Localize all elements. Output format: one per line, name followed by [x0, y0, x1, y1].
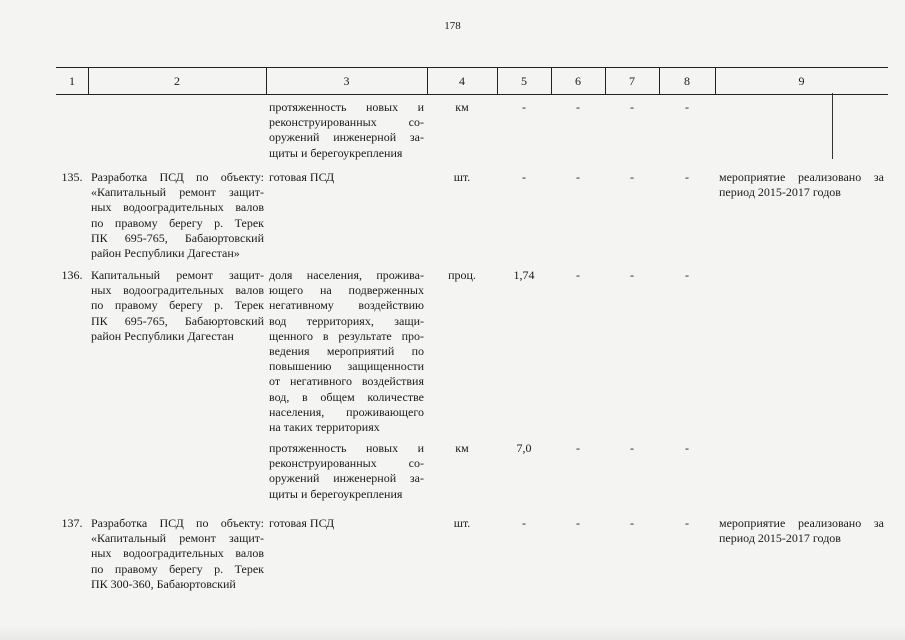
value-col-7: - [630, 170, 634, 184]
value-col-6: - [576, 268, 580, 282]
indicator-line: вод территориях, защи- [269, 313, 424, 328]
object-name-line: «Капитальный ремонт защит- [91, 185, 264, 200]
value-col-5: - [522, 100, 526, 114]
header-col-1: 1 [69, 74, 75, 88]
object-name-line: район Республики Дагестан [91, 328, 234, 343]
value-col-6: - [576, 441, 580, 455]
value-col-5: - [522, 516, 526, 530]
indicator-line: от негативного воздействия [269, 374, 424, 389]
header-col-5: 5 [521, 74, 527, 88]
header-col-3: 3 [343, 74, 350, 88]
indicator-line: реконструированных со- [269, 456, 424, 471]
header-col-7: 7 [629, 74, 635, 88]
indicator-line: оружений инженерной за- [269, 471, 424, 486]
unit-cell: шт. [453, 170, 471, 184]
header-col-8: 8 [684, 74, 690, 88]
unit-cell: шт. [453, 516, 471, 530]
value-col-6: - [576, 170, 580, 184]
unit-cell: км [455, 100, 469, 114]
value-col-5: 7,0 [516, 441, 532, 455]
row-number: 137. [61, 516, 83, 530]
value-col-5: 1,74 [513, 268, 535, 282]
indicator-line: реконструированных со- [269, 115, 424, 130]
indicator-line: протяженность новых и [269, 441, 424, 455]
indicator-line: готовая ПСД [269, 516, 335, 530]
scan-edge [0, 626, 905, 640]
object-name-line: ПК 695-765, Бабаюртовский [91, 313, 264, 328]
value-col-5: - [522, 170, 526, 184]
object-name-line: Разработка ПСД по объекту: [91, 516, 264, 530]
indicator-line: повышению защищенности [269, 359, 424, 374]
value-col-7: - [630, 441, 634, 455]
unit-cell: проц. [448, 268, 476, 282]
object-name-line: ных водооградительных валов [91, 283, 264, 298]
value-col-8: - [685, 516, 689, 530]
header-col-4: 4 [459, 74, 465, 88]
unit-cell: км [455, 441, 469, 455]
value-col-8: - [685, 170, 689, 184]
value-col-8: - [685, 441, 689, 455]
indicator-line: вод, в общем количестве [269, 389, 424, 404]
indicator-line: доля населения, прожива- [269, 268, 424, 282]
indicator-line: протяженность новых и [269, 100, 424, 114]
object-name-line: Разработка ПСД по объекту: [91, 170, 264, 184]
indicator-line: на таких территориях [269, 420, 380, 434]
indicator-line: готовая ПСД [269, 170, 335, 184]
value-col-7: - [630, 516, 634, 530]
note-line: период 2015-2017 годов [719, 531, 841, 546]
column-9-border [832, 93, 833, 159]
value-col-8: - [685, 268, 689, 282]
note-line: мероприятие реализовано за [719, 170, 884, 184]
object-name-line: ных водооградительных валов [91, 546, 264, 561]
indicator-line: щиты и берегоукрепления [269, 486, 403, 501]
indicator-line: щиты и берегоукрепления [269, 145, 403, 160]
object-name-line: по правому берегу р. Терек [91, 298, 264, 313]
header-col-9: 9 [798, 74, 805, 88]
row-number: 136. [61, 268, 83, 282]
indicator-line: оружений инженерной за- [269, 130, 424, 145]
object-name-line: ных водооградительных валов [91, 200, 264, 215]
value-col-7: - [630, 268, 634, 282]
object-name-line: по правому берегу р. Терек [91, 215, 264, 230]
indicator-line: населения, проживающего [269, 404, 424, 419]
page-number: 178 [444, 20, 461, 32]
header-col-2: 2 [174, 74, 180, 88]
object-name-line: район Республики Дагестан» [91, 246, 240, 260]
value-col-7: - [630, 100, 634, 114]
value-col-8: - [685, 100, 689, 114]
object-name-line: Капитальный ремонт защит- [91, 268, 264, 282]
object-name-line: по правому берегу р. Терек [91, 561, 264, 576]
object-name-line: ПК 695-765, Бабаюртовский [91, 230, 264, 245]
note-line: период 2015-2017 годов [719, 185, 841, 200]
table-header [56, 67, 888, 95]
data-table [56, 67, 888, 640]
note-line: мероприятие реализовано за [719, 516, 884, 530]
row-number: 135. [61, 170, 83, 184]
indicator-line: негативному воздействию [269, 298, 424, 313]
value-col-6: - [576, 516, 580, 530]
object-name-line: ПК 300-360, Бабаюртовский [91, 576, 236, 591]
indicator-line: ющего на подверженных [269, 283, 424, 298]
indicator-line: ведения мероприятий по [269, 344, 424, 358]
object-name-line: «Капитальный ремонт защит- [91, 531, 264, 546]
indicator-line: щенного в результате про- [269, 328, 424, 343]
value-col-6: - [576, 100, 580, 114]
header-col-6: 6 [575, 74, 581, 88]
